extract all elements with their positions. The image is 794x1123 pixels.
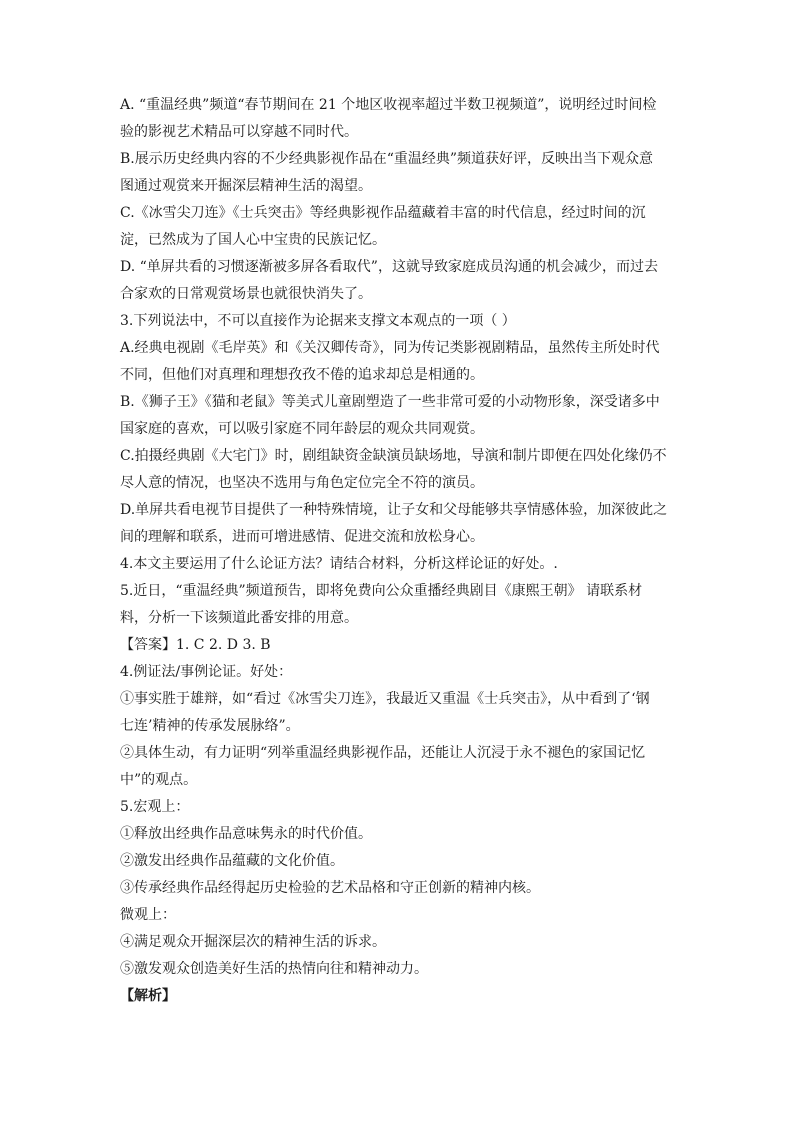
q3-option-b-line-2: 国家庭的喜欢，可以吸引家庭不同年龄层的观众共同观赏。 bbox=[120, 421, 484, 437]
option-d-line-2: 合家欢的日常观赏场景也就很快消失了。 bbox=[120, 286, 372, 302]
q3-option-a-line-2: 不同，但他们对真理和理想孜孜不倦的追求却总是相通的。 bbox=[120, 367, 484, 383]
answer-5-point-4: ④满足观众开掘深层次的精神生活的诉求。 bbox=[120, 934, 386, 950]
q3-option-d-line-2: 间的理解和联系，进而可增进感情、促进交流和放松身心。 bbox=[120, 529, 484, 545]
answer-5-point-5: ⑤激发观众创造美好生活的热情向往和精神动力。 bbox=[120, 961, 428, 977]
answer-5-point-1: ①释放出经典作品意味隽永的时代价值。 bbox=[120, 826, 372, 842]
option-d-line-1: D. “单屏共看的习惯逐渐被多屏各看取代”，这就导致家庭成员沟通的机会减少，而过去 bbox=[120, 259, 658, 275]
answer-4-point-2-line-2: 中”的观点。 bbox=[120, 772, 198, 788]
option-c-line-1: C.《冰雪尖刀连》《士兵突击》等经典影视作品蕴藏着丰富的时代信息，经过时间的沉 bbox=[120, 205, 646, 221]
answer-4-point-1-line-2: 七连’精神的传承发展脉络”。 bbox=[120, 718, 300, 734]
answer-5-macro-heading: 5.宏观上： bbox=[120, 799, 190, 815]
question-4: 4.本文主要运用了什么论证方法？请结合材料，分析这样论证的好处。. bbox=[120, 556, 558, 572]
analysis-header: 【解析】 bbox=[120, 988, 176, 1004]
document-body bbox=[120, 92, 676, 1010]
answer-5-point-3: ③传承经典作品经得起历史检验的艺术品格和守正创新的精神内核。 bbox=[120, 880, 540, 896]
q3-option-a-line-1: A.经典电视剧《毛岸英》和《关汉卿传奇》，同为传记类影视剧精品，虽然传主所处时代 bbox=[120, 340, 660, 356]
answer-header: 【答案】1. C 2. D 3. B bbox=[120, 637, 271, 653]
option-b-line-2: 图通过观赏来开掘深层精神生活的渴望。 bbox=[120, 178, 372, 194]
question-5-line-1: 5.近日，“重温经典”频道预告，即将免费向公众重播经典剧目《康熙王朝》 请联系材 bbox=[120, 583, 643, 599]
answer-4-point-1-line-1: ①事实胜于雄辩，如“看过《冰雪尖刀连》，我最近又重温《士兵突击》，从中看到了‘钢 bbox=[120, 691, 650, 707]
q3-option-d-line-1: D.单屏共看电视节目提供了一种特殊情境，让子女和父母能够共享情感体验，加深彼此之 bbox=[120, 502, 668, 518]
answer-5-point-2: ②激发出经典作品蕴藏的文化价值。 bbox=[120, 853, 344, 869]
question-5-line-2: 料，分析一下该频道此番安排的用意。 bbox=[120, 610, 358, 626]
option-a-line-2: 验的影视艺术精品可以穿越不同时代。 bbox=[120, 124, 358, 140]
option-b-line-1: B.展示历史经典内容的不少经典影视作品在“重温经典”频道获好评，反映出当下观众意 bbox=[120, 151, 654, 167]
answer-5-micro-heading: 微观上： bbox=[120, 907, 176, 923]
answer-4-point-2-line-1: ②具体生动，有力证明“列举重温经典影视作品，还能让人沉浸于永不褪色的家国记忆 bbox=[120, 745, 646, 761]
q3-option-c-line-1: C.拍摄经典剧《大宅门》时，剧组缺资金缺演员缺场地，导演和制片即便在四处化缘仍不 bbox=[120, 448, 667, 464]
answer-4-method: 4.例证法/事例论证。好处： bbox=[120, 664, 293, 680]
option-a-line-1: A. “重温经典”频道“春节期间在 21 个地区收视率超过半数卫视频道”，说明经过时间检 bbox=[120, 97, 657, 113]
option-c-line-2: 淀，已然成为了国人心中宝贵的民族记忆。 bbox=[120, 232, 386, 248]
q3-option-b-line-1: B.《狮子王》《猫和老鼠》等美式儿童剧塑造了一些非常可爱的小动物形象，深受诸多中 bbox=[120, 394, 660, 410]
q3-option-c-line-2: 尽人意的情况，也坚决不选用与角色定位完全不符的演员。 bbox=[120, 475, 484, 491]
question-3: 3.下列说法中，不可以直接作为论据来支撑文本观点的一项（ ） bbox=[120, 313, 516, 329]
